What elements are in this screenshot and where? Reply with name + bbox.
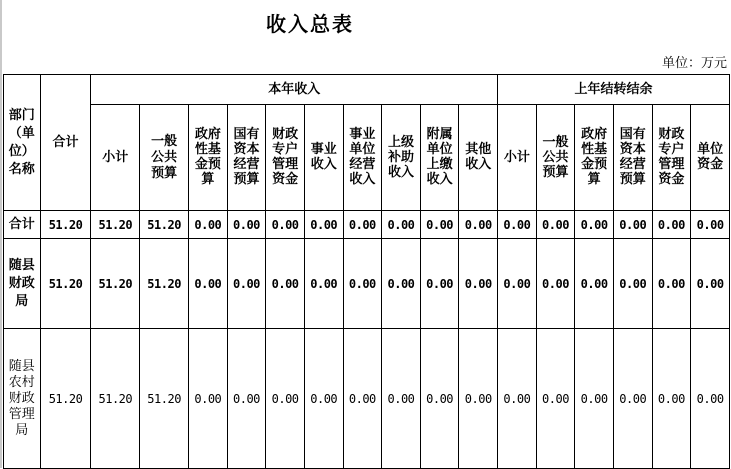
cell-value: 0.00: [304, 329, 343, 469]
cell-value: 0.00: [382, 329, 421, 469]
cell-value: 51.20: [40, 211, 91, 239]
cell-value: 0.00: [459, 329, 498, 469]
current-year-header: 本年收入: [91, 75, 498, 105]
col-header: 小计: [498, 105, 537, 211]
col-header: 事业单位经营收入: [343, 105, 382, 211]
cell-value: 0.00: [189, 211, 228, 239]
cell-value: 0.00: [343, 211, 382, 239]
cell-value: 0.00: [575, 329, 614, 469]
page-title: 收入总表: [266, 12, 354, 36]
cell-value: 0.00: [691, 211, 730, 239]
row-name: 随县农村财政管理局: [4, 329, 41, 469]
col-header: 上级补助收入: [382, 105, 421, 211]
cell-value: 0.00: [652, 239, 691, 329]
col-header: 附属单位上缴收入: [420, 105, 459, 211]
cell-value: 0.00: [420, 329, 459, 469]
unit-label: 单位：万元: [661, 56, 727, 71]
cell-value: 0.00: [459, 239, 498, 329]
cell-value: 0.00: [382, 239, 421, 329]
cell-value: 0.00: [613, 329, 652, 469]
cell-value: 51.20: [91, 211, 140, 239]
cell-value: 0.00: [266, 329, 305, 469]
table-row: [4, 239, 730, 329]
cell-value: 0.00: [652, 211, 691, 239]
cell-value: 0.00: [613, 211, 652, 239]
col-header: 国有资本经营预算: [227, 105, 266, 211]
table-row: [4, 211, 730, 239]
income-summary-table: [3, 74, 730, 469]
cell-value: 0.00: [266, 239, 305, 329]
cell-value: 0.00: [227, 239, 266, 329]
cell-value: 0.00: [575, 239, 614, 329]
cell-value: 51.20: [91, 329, 140, 469]
cell-value: 0.00: [420, 239, 459, 329]
cell-value: 0.00: [304, 239, 343, 329]
col-header: 事业收入: [304, 105, 343, 211]
cell-value: 0.00: [382, 211, 421, 239]
cell-value: 0.00: [652, 329, 691, 469]
col-header: 小计: [91, 105, 140, 211]
cell-value: 51.20: [91, 239, 140, 329]
header-row-2: [4, 105, 730, 211]
cell-value: 0.00: [498, 211, 537, 239]
total-header: 合计: [40, 75, 91, 211]
col-header: 财政专户管理资金: [652, 105, 691, 211]
cell-value: 51.20: [140, 211, 189, 239]
cell-value: 0.00: [536, 329, 575, 469]
col-header: 财政专户管理资金: [266, 105, 305, 211]
cell-value: 0.00: [691, 239, 730, 329]
dept-header: 部门（单位）名称: [4, 75, 41, 211]
cell-value: 0.00: [266, 211, 305, 239]
col-header: 国有资本经营预算: [613, 105, 652, 211]
cell-value: 51.20: [40, 329, 91, 469]
cell-value: 0.00: [691, 329, 730, 469]
cell-value: 0.00: [613, 239, 652, 329]
cell-value: 0.00: [227, 211, 266, 239]
cell-value: 0.00: [189, 239, 228, 329]
row-name: 随县财政局: [4, 239, 41, 329]
cell-value: 0.00: [189, 329, 228, 469]
cell-value: 0.00: [459, 211, 498, 239]
window-edge: [0, 0, 2, 468]
cell-value: 0.00: [536, 211, 575, 239]
cell-value: 0.00: [420, 211, 459, 239]
col-header: 政府性基金预算: [189, 105, 228, 211]
col-header: 政府性基金预算: [575, 105, 614, 211]
col-header: 其他收入: [459, 105, 498, 211]
cell-value: 0.00: [498, 329, 537, 469]
cell-value: 51.20: [140, 329, 189, 469]
cell-value: 0.00: [304, 211, 343, 239]
row-name: 合计: [4, 211, 41, 239]
cell-value: 0.00: [343, 239, 382, 329]
col-header: 一般公共预算: [140, 105, 189, 211]
cell-value: 0.00: [343, 329, 382, 469]
cell-value: 51.20: [140, 239, 189, 329]
cell-value: 0.00: [575, 211, 614, 239]
col-header: 一般公共预算: [536, 105, 575, 211]
cell-value: 0.00: [498, 239, 537, 329]
header-row-1: [4, 75, 730, 105]
cell-value: 0.00: [227, 329, 266, 469]
prior-year-header: 上年结转结余: [498, 75, 730, 105]
col-header: 单位资金: [691, 105, 730, 211]
cell-value: 51.20: [40, 239, 91, 329]
cell-value: 0.00: [536, 239, 575, 329]
table-row: [4, 329, 730, 469]
